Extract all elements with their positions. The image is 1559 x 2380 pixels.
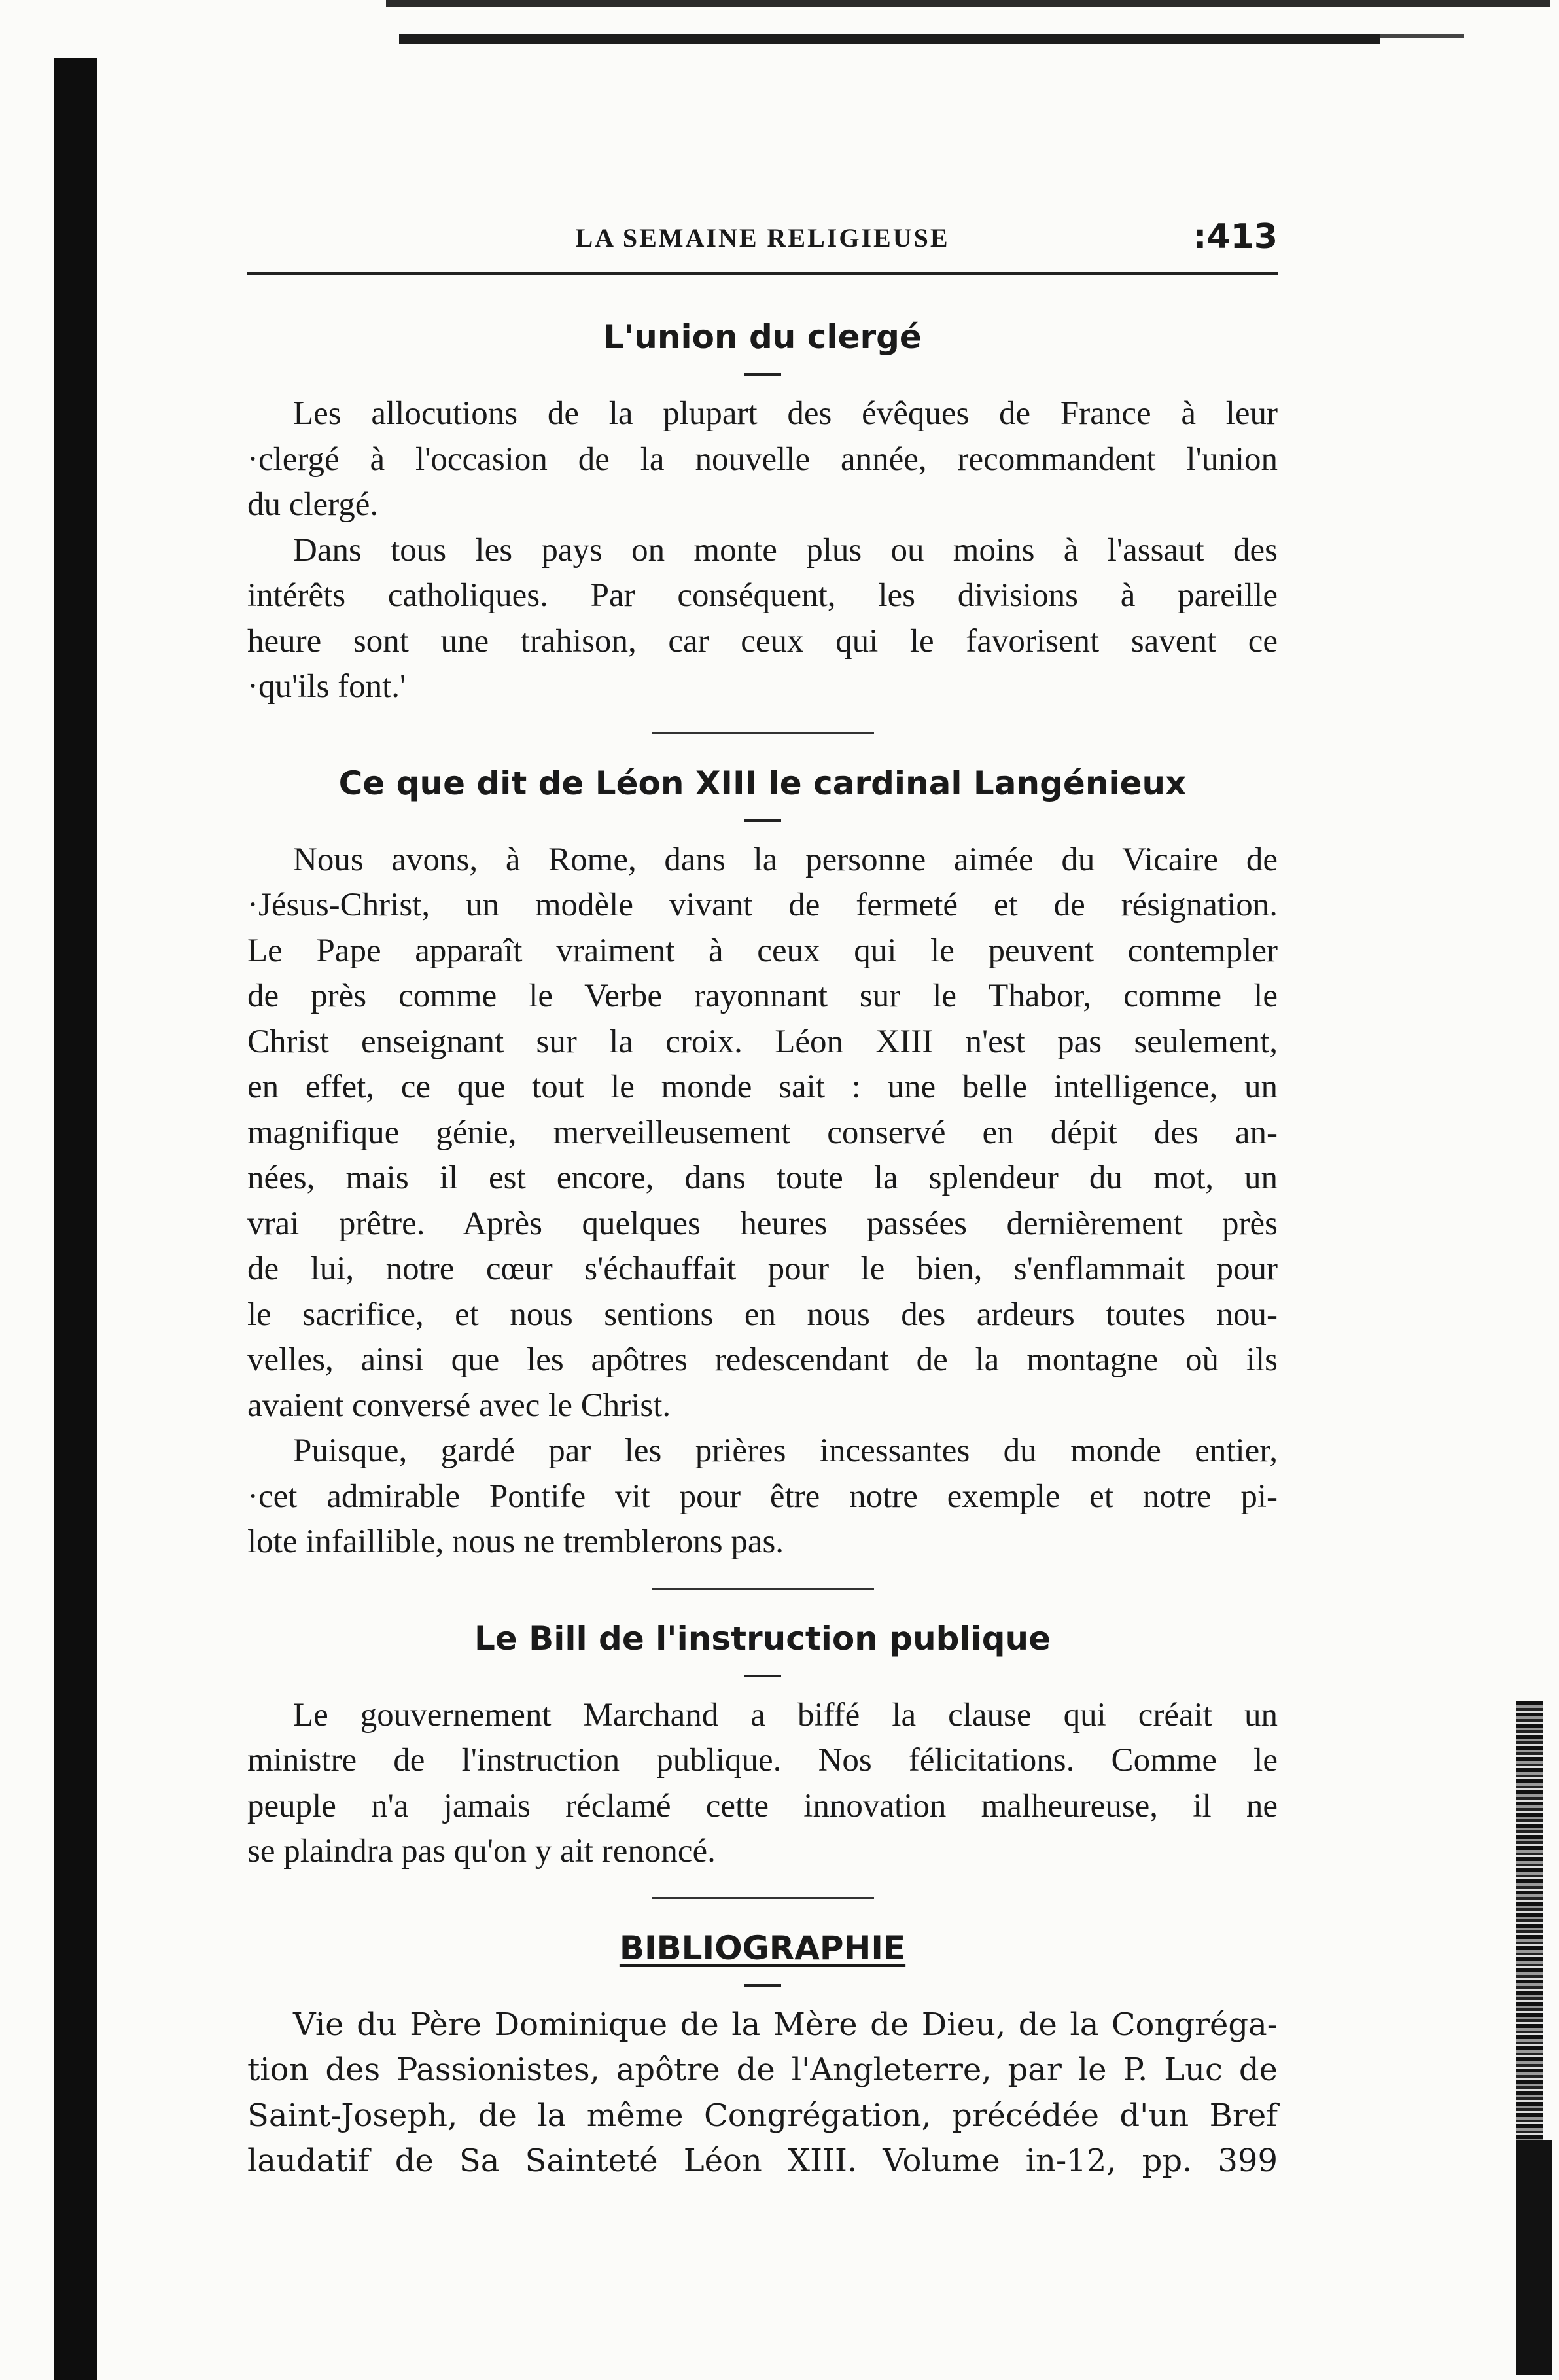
paragraph [247, 528, 1278, 710]
text-line: velles, ainsi que les apôtres redescendant de la montagne où ils [247, 1341, 1278, 1378]
paragraph [247, 1429, 1278, 1565]
paragraph [247, 391, 1278, 528]
paragraph [247, 838, 1278, 1429]
heading-dash [744, 373, 781, 376]
text-line: nées, mais il est encore, dans toute la splendeur du mot, un [247, 1160, 1278, 1196]
text-line: Christ enseignant sur la croix. Léon XIII n'est pas seulement, [247, 1023, 1278, 1060]
section-separator [652, 1588, 874, 1590]
text-line: Nous avons, à Rome, dans la personne aimée du Vicaire de [293, 841, 1278, 878]
text-line: ·qu'ils font.' [247, 668, 406, 705]
article-heading: BIBLIOGRAPHIE [619, 1928, 906, 1967]
heading-dash [744, 819, 781, 822]
text-line: se plaindra pas qu'on y ait renoncé. [247, 1833, 716, 1870]
text-line: lote infaillible, nous ne tremblerons pas. [247, 1523, 784, 1560]
scan-top-rule-fragment [1380, 34, 1464, 38]
article-heading: Ce que dit de Léon XIII le cardinal Langénieux [338, 764, 1187, 802]
scan-top-edge [386, 0, 1550, 7]
heading-dash [744, 1984, 781, 1987]
section-separator [652, 1897, 874, 1899]
text-line: Le gouvernement Marchand a biffé la clause qui créait un [293, 1696, 1278, 1733]
text-line: tion des Passionistes, apôtre de l'Angleterre, par le P. Luc de [247, 2051, 1278, 2088]
running-header [247, 216, 1278, 268]
running-title: LA SEMAINE RELIGIEUSE [575, 223, 950, 253]
text-line: du clergé. [247, 486, 379, 523]
text-line: Dans tous les pays on monte plus ou moins à l'assaut des [293, 531, 1278, 569]
text-line: Le Pape apparaît vraiment à ceux qui le peuvent contempler [247, 932, 1278, 969]
article-bibliographie [247, 1925, 1278, 2184]
text-line: Puisque, gardé par les prières incessantes du monde entier, [293, 1432, 1278, 1469]
text-line: ·clergé à l'occasion de la nouvelle année, recommandent l'union [247, 440, 1278, 478]
scan-left-binding-shadow [54, 58, 97, 2380]
text-line: avaient conversé avec le Christ. [247, 1387, 671, 1424]
text-line: en effet, ce que tout le monde sait : une belle intelligence, un [247, 1069, 1278, 1105]
text-line: Vie du Père Dominique de la Mère de Dieu, de la Congréga- [293, 2006, 1278, 2043]
paragraph [247, 1693, 1278, 1875]
text-line: ministre de l'instruction publique. Nos félicitations. Comme le [247, 1742, 1278, 1779]
text-line: heure sont une trahison, car ceux qui le favorisent savent ce [247, 622, 1278, 660]
paragraph [247, 2002, 1278, 2184]
text-line: magnifique génie, merveilleusement conservé en dépit des an- [247, 1114, 1278, 1151]
text-line: de près comme le Verbe rayonnant sur le Thabor, comme le [247, 978, 1278, 1014]
text-line: ·cet admirable Pontife vit pour être notre exemple et notre pi- [247, 1478, 1278, 1515]
text-line: laudatif de Sa Sainteté Léon XIII. Volume in-12, pp. 399 [247, 2142, 1278, 2179]
article-union-clerge [247, 314, 1278, 710]
article-leon-xiii [247, 760, 1278, 1565]
text-line: intérêts catholiques. Par conséquent, les divisions à pareille [247, 577, 1278, 614]
text-line: le sacrifice, et nous sentions en nous des ardeurs toutes nou- [247, 1296, 1278, 1333]
page-number: :413 [1193, 217, 1278, 257]
article-bill-instruction [247, 1616, 1278, 1875]
scan-top-rule [399, 34, 1380, 44]
scan-right-edge-dark [1516, 2140, 1552, 2375]
text-line: de lui, notre cœur s'échauffait pour le bien, s'enflammait pour [247, 1251, 1278, 1287]
article-heading: L'union du clergé [603, 318, 922, 356]
text-line: peuple n'a jamais réclamé cette innovation malheureuse, il ne [247, 1787, 1278, 1824]
section-separator [652, 732, 874, 734]
text-line: vrai prêtre. Après quelques heures passées dernièrement près [247, 1205, 1278, 1242]
text-line: ·Jésus-Christ, un modèle vivant de fermeté et de résignation. [247, 887, 1278, 923]
text-line: Les allocutions de la plupart des évêques de France à leur [293, 395, 1278, 432]
article-heading: Le Bill de l'instruction publique [474, 1619, 1051, 1658]
page-content [247, 216, 1278, 2184]
header-rule [247, 272, 1278, 275]
text-line: Saint-Joseph, de la même Congrégation, précédée d'un Bref [247, 2097, 1278, 2134]
heading-dash [744, 1675, 781, 1677]
